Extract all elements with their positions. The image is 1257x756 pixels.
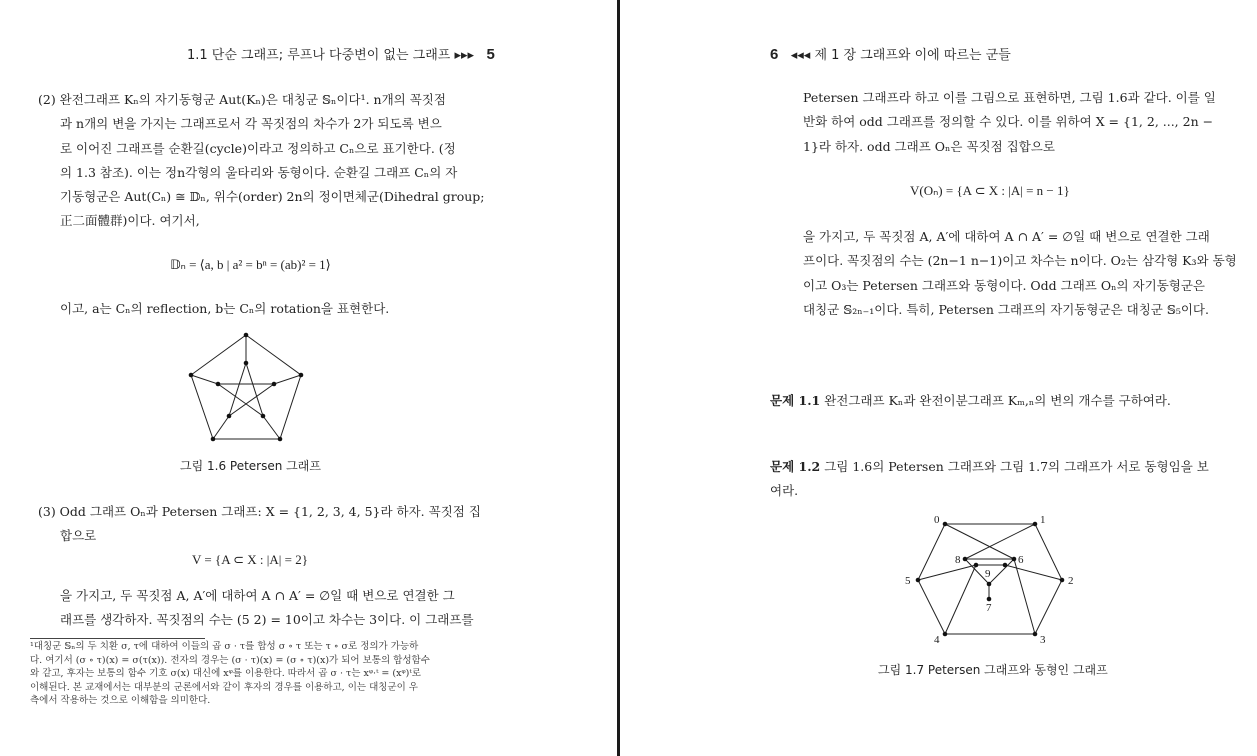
text-line: 1}라 하자. odd 그래프 Oₙ은 꼭짓점 집합으로 <box>803 138 1055 154</box>
petersen-graph-figure <box>180 325 310 450</box>
footnote-line: ¹대칭군 𝕊ₙ의 두 치환 σ, τ에 대하여 이들의 곱 σ · τ를 합성 σ ∘ τ 또는 τ ∘ σ로 정의가 가능하 <box>30 641 419 652</box>
item-3-paragraph <box>38 500 481 549</box>
vertex-label: 0 <box>934 514 940 526</box>
text-line: 이고 O₃는 Petersen 그래프와 동형이다. Odd 그래프 Oₙ의 자기동형군은 <box>803 277 1206 293</box>
left-page <box>0 0 617 756</box>
item-3-continued <box>60 584 474 633</box>
footnote-rule <box>30 638 205 639</box>
footnote-line: 와 같고, 후자는 보통의 함수 기호 σ(x) 대신에 xᵠ를 이용한다. 따라서 곱 σ · τ는 xᵠ·ᵗ = (xᵠ)ᵗ로 <box>30 668 421 679</box>
text-line: (2) 완전그래프 Kₙ의 자기동형군 Aut(Kₙ)은 대칭군 𝕊ₙ이다¹. n개의 꼭짓점 <box>38 92 446 107</box>
vertex <box>261 414 266 419</box>
vertex-set-equation: V = {A ⊂ X : |A| = 2} <box>192 552 308 567</box>
text-line: 이고, a는 Cₙ의 reflection, b는 Cₙ의 rotation을 표현한다. <box>60 301 390 316</box>
vertex <box>1033 522 1038 527</box>
footnote-line: 이해된다. 본 교재에서는 대부분의 군론에서와 같이 후자의 경우를 이용하고, 이는 대칭군이 우 <box>30 681 418 693</box>
vertex <box>963 557 968 562</box>
vertex <box>244 361 249 366</box>
vertex <box>943 522 948 527</box>
right-page <box>620 0 1257 756</box>
figure-1-7-caption: 그림 1.7 Petersen 그래프와 동형인 그래프 <box>878 663 1108 677</box>
odd-graph-paragraph-2 <box>803 225 1237 322</box>
vertex-label: 3 <box>1040 634 1046 646</box>
vertex <box>278 437 283 442</box>
vertex-label: 6 <box>1018 554 1024 566</box>
problem-1-1 <box>770 389 1171 413</box>
footnote-line: 다. 여기서 (σ ∘ τ)(x) = σ(τ(x)). 전자의 경우는 (σ · τ)(x) = (σ ∘ τ)(x)가 되어 보통의 합성함수 <box>30 654 430 666</box>
vertex-label: 7 <box>986 602 992 614</box>
vertex-label: 5 <box>905 575 911 587</box>
text-line: 기동형군은 Aut(Cₙ) ≅ 𝔻ₙ, 위수(order) 2n의 정이면체군(Dihedral group; <box>60 189 485 205</box>
figure-1-6-caption: 그림 1.6 Petersen 그래프 <box>180 459 321 473</box>
vertex <box>1003 563 1008 568</box>
vertex <box>987 582 992 587</box>
text-line: 프이다. 꼭짓점의 수는 (2n−1 n−1)이고 차수는 n이다. O₂는 삼각형 K₃와 동형 <box>803 253 1237 269</box>
footnote-line: 측에서 작용하는 것으로 이해함을 의미한다. <box>30 695 211 706</box>
odd-graph-vertex-equation: V(Oₙ) = {A ⊂ X : |A| = n − 1} <box>910 183 1070 198</box>
text-line: Petersen 그래프라 하고 이를 그림으로 표현하면, 그림 1.6과 같다. 이를 일 <box>803 90 1216 105</box>
vertex <box>272 382 277 387</box>
right-header-text: ◂◂◂ 제 1 장 그래프와 이에 따르는 군들 <box>790 48 1011 63</box>
vertex <box>1033 632 1038 637</box>
text-line: 대칭군 𝕊₂ₙ₋₁이다. 특히, Petersen 그래프의 자기동형군은 대칭군 𝕊₅이다. <box>803 301 1209 317</box>
problem-1-2 <box>770 455 1209 504</box>
vertex <box>189 373 194 378</box>
text-line: 을 가지고, 두 꼭짓점 A, A′에 대하여 A ∩ A′ = ∅일 때 변으로 연결한 그 <box>60 588 455 603</box>
item-2-paragraph <box>38 88 484 234</box>
text-line: (3) Odd 그래프 Oₙ과 Petersen 그래프: X = {1, 2, 3, 4, 5}라 하자. 꼭짓점 집 <box>38 504 481 519</box>
vertex-label: 9 <box>985 568 991 580</box>
text-line: 의 1.3 참조). 이는 정n각형의 울타리와 동형이다. 순환길 그래프 Cₙ의 자 <box>60 164 458 180</box>
vertex-label: 4 <box>934 634 940 646</box>
text-line: 과 n개의 변을 가지는 그래프로서 각 꼭짓점의 차수가 2가 되도록 변으 <box>60 116 442 132</box>
problem-text: 완전그래프 Kₙ과 완전이분그래프 Kₘ,ₙ의 변의 개수를 구하여라. <box>824 393 1171 408</box>
footnote <box>30 640 430 708</box>
problem-text: 그림 1.6의 Petersen 그래프와 그림 1.7의 그래프가 서로 동형임을 보 <box>824 459 1209 474</box>
left-running-header <box>187 44 495 63</box>
vertex <box>974 563 979 568</box>
left-page-number: 5 <box>486 46 495 63</box>
vertex <box>299 373 304 378</box>
text-line: 로 이어진 그래프를 순환길(cycle)이라고 정의하고 Cₙ으로 표기한다. (정 <box>60 140 456 156</box>
vertex <box>987 597 992 602</box>
problem-label: 문제 1.1 <box>770 393 821 408</box>
text-line: 을 가지고, 두 꼭짓점 A, A′에 대하여 A ∩ A′ = ∅일 때 변으로 연결한 그래 <box>803 229 1210 244</box>
right-page-number: 6 <box>770 46 779 63</box>
text-line: 래프를 생각하자. 꼭짓점의 수는 (5 2) = 10이고 차수는 3이다. 이 그래프를 <box>60 612 474 628</box>
vertex <box>916 578 921 583</box>
dihedral-group-equation: 𝔻ₙ = ⟨a, b | a² = bⁿ = (ab)² = 1⟩ <box>170 257 331 272</box>
left-header-text: 1.1 단순 그래프; 루프나 다중변이 없는 그래프 ▸▸▸ <box>187 48 475 63</box>
problem-text-cont: 여라. <box>770 483 799 499</box>
vertex-label: 2 <box>1068 575 1074 587</box>
vertex <box>943 632 948 637</box>
odd-graph-paragraph <box>803 86 1216 159</box>
text-line: 반화 하여 odd 그래프를 정의할 수 있다. 이를 위하여 X = {1, 2, ..., 2n − <box>803 114 1214 130</box>
reflection-line <box>60 297 389 321</box>
vertex <box>244 333 249 338</box>
vertex-label: 8 <box>955 554 961 566</box>
vertex <box>227 414 232 419</box>
right-running-header <box>770 44 1011 63</box>
text-line: 正二面體群)이다. 여기서, <box>60 213 200 229</box>
vertex <box>211 437 216 442</box>
text-line: 합으로 <box>60 528 97 544</box>
figure-1-7-graph <box>900 510 1080 650</box>
vertex <box>1012 557 1017 562</box>
vertex-label: 1 <box>1040 514 1046 526</box>
vertex <box>216 382 221 387</box>
vertex <box>1060 578 1065 583</box>
problem-label: 문제 1.2 <box>770 459 821 474</box>
